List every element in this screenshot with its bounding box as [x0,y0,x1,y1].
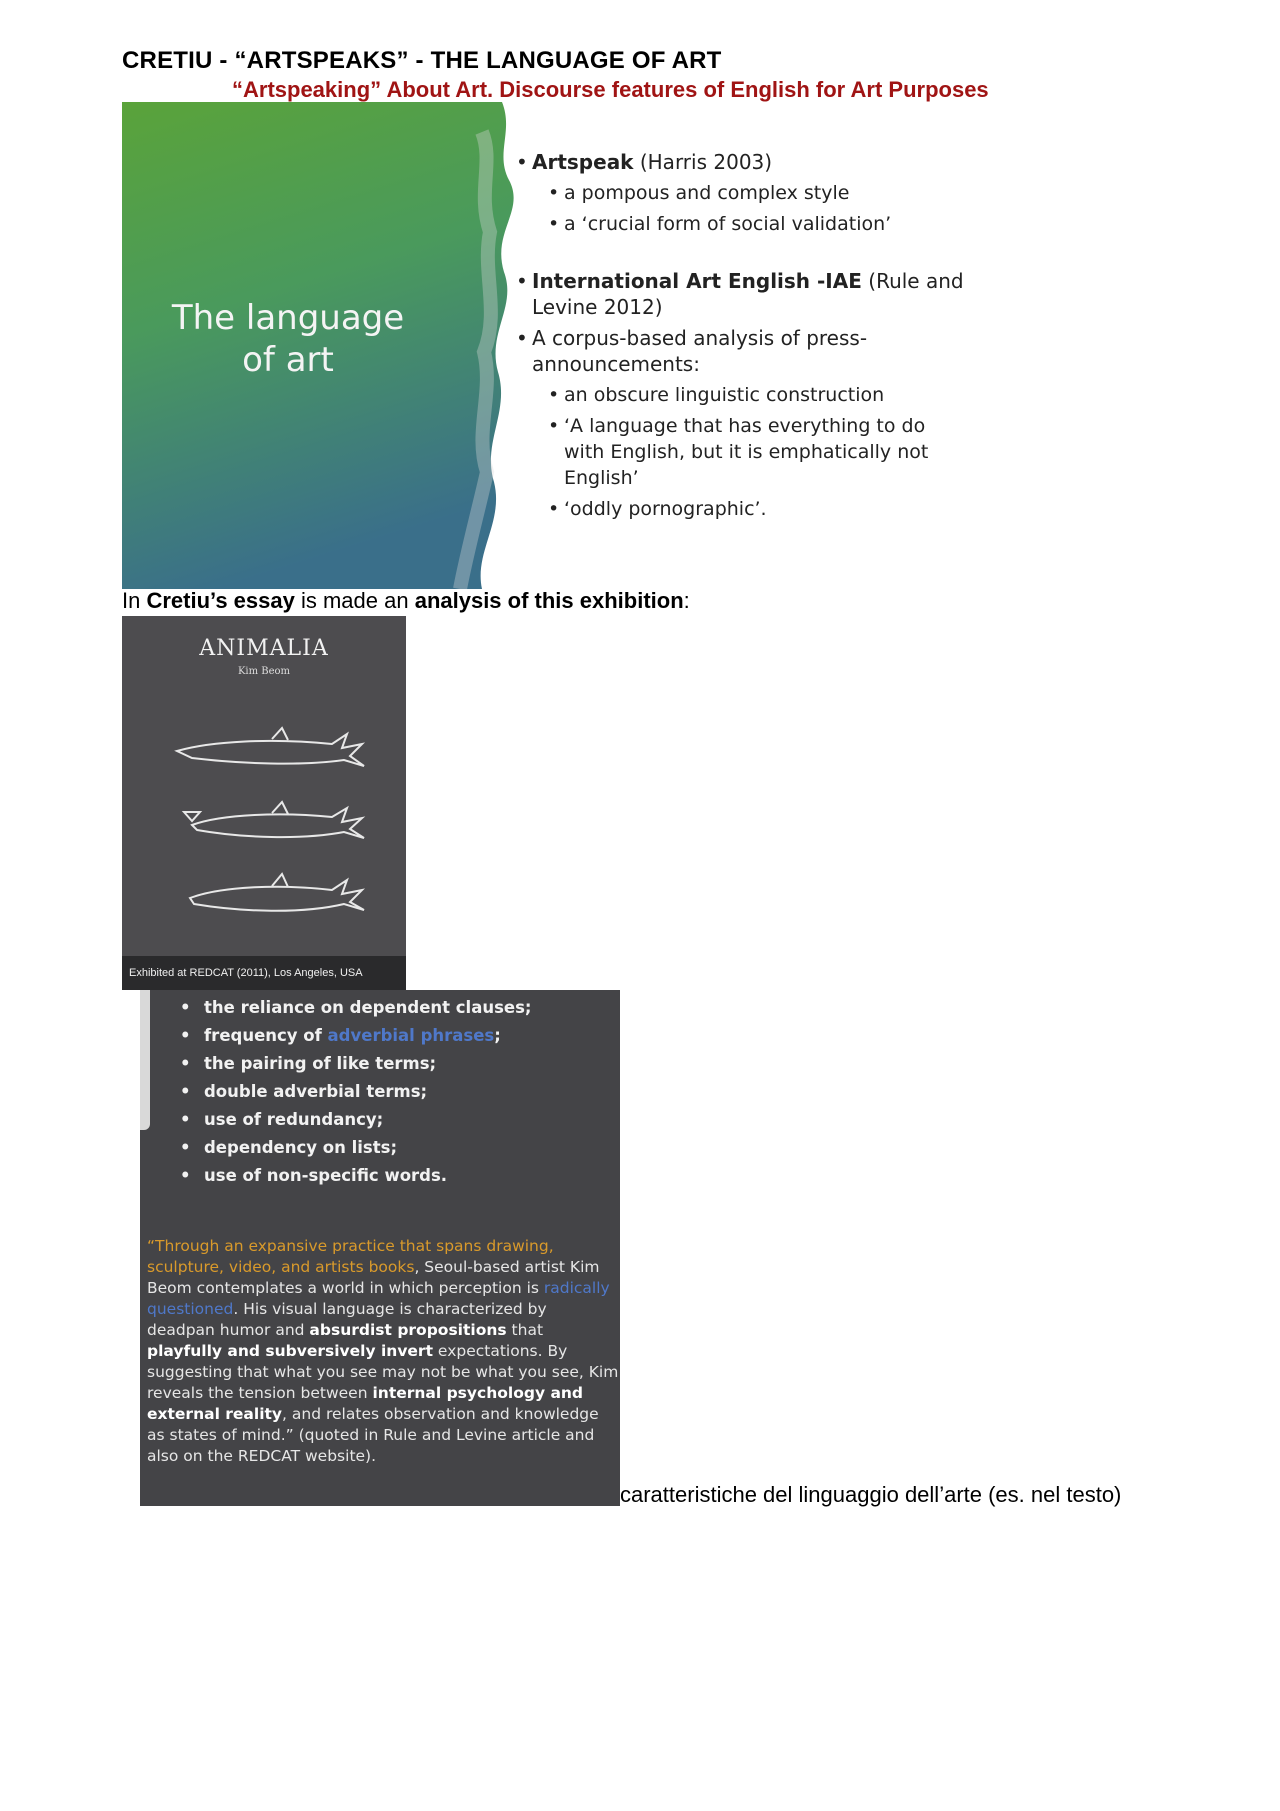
poster-title: ANIMALIA [199,636,329,661]
bullet-sub: • a pompous and complex style [546,180,964,206]
list-item: • use of non-specific words. [180,1162,532,1190]
animalia-poster [122,616,406,990]
slide-iae-features [140,990,620,1506]
list-item: • the pairing of like terms; [180,1050,532,1078]
list-item: • dependency on lists; [180,1134,532,1162]
intro-sentence: In Cretiu’s essay is made an analysis of this exhibition: [122,588,690,613]
list-item: • use of redundancy; [180,1106,532,1134]
features-list [180,994,532,1190]
bullet-corpus: • A corpus-based analysis of press-announcements: [514,325,964,377]
list-item: • double adverbial terms; [180,1078,532,1106]
bullet-sub: • ‘oddly pornographic’. [546,496,964,522]
poster-caption: Exhibited at REDCAT (2011), Los Angeles, USA [122,956,406,990]
exhibition-quote: “Through an expansive practice that spans drawing, sculpture, video, and artists books, Seoul-based artist Kim Beom contemplates a world in which perception is radically questioned. His visual language is characterized by deadpan humor and absurdist propositions that playfully and subversively invert expectations. By suggesting that what you see may not be what you see, Kim reveals the tension between internal psychology and external reality, and relates observation and knowledge as states of mind.” (quoted in Rule and Levine article and also on the REDCAT website). [147,1237,619,1465]
bullet-iae: • International Art English -IAE (Rule and Levine 2012) [514,268,964,320]
bullet-sub: • an obscure linguistic construction [546,382,964,408]
slide-language-of-art [122,102,964,589]
document-title: CRETIU - “ARTSPEAKS” - THE LANGUAGE OF ART [122,47,722,74]
shark-drawing-icon [122,616,406,990]
list-item: • frequency of adverbial phrases; [180,1022,532,1050]
bullet-artspeak: • Artspeak (Harris 2003) [514,149,964,175]
slide-title: The language of art [171,298,405,380]
trailing-caption: caratteristiche del linguaggio dell’arte (es. nel testo) [620,1482,1122,1507]
bullet-sub: • a ‘crucial form of social validation’ [546,211,964,237]
list-item: • the reliance on dependent clauses; [180,994,532,1022]
bullet-sub: • ‘A language that has everything to do with English, but it is emphatically not English’ [546,413,964,491]
slide-bullets [514,149,964,527]
poster-artist: Kim Beom [237,666,291,677]
document-subtitle: “Artspeaking” About Art. Discourse features of English for Art Purposes [232,77,989,102]
